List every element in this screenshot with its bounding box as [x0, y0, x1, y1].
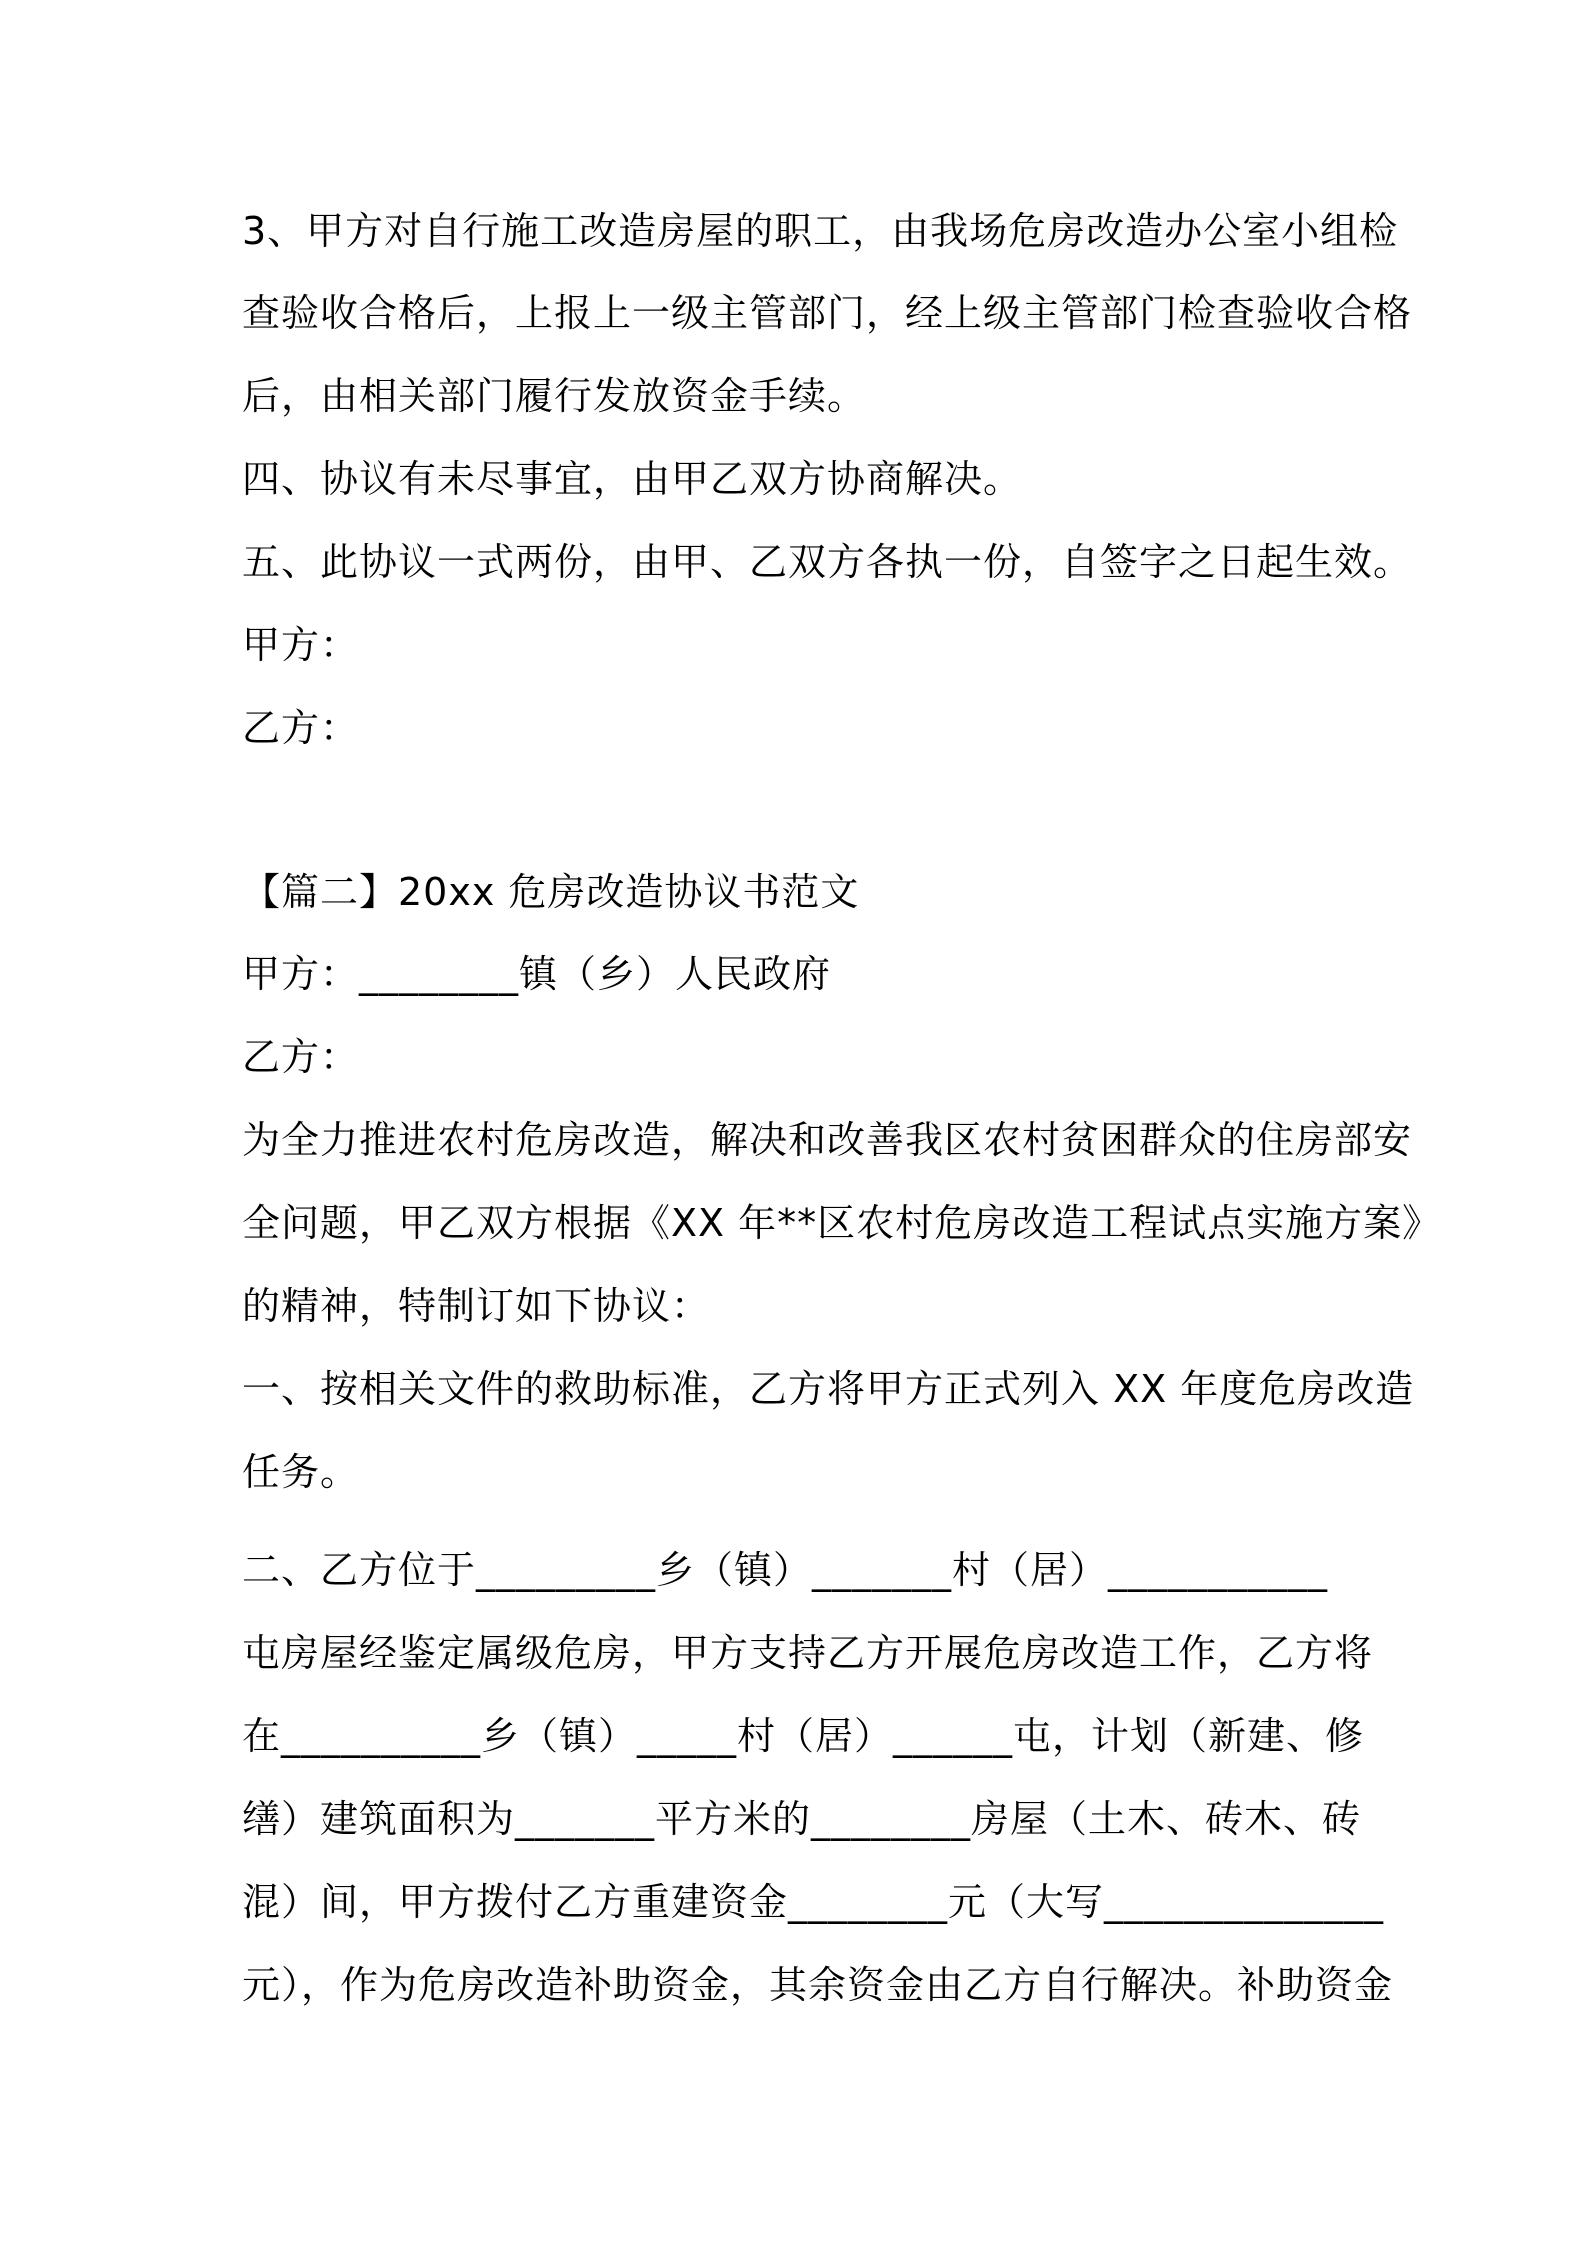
text-line: 的精神，特制订如下协议： — [242, 1284, 711, 1328]
text-line: 一、按相关文件的救助标准，乙方将甲方正式列入 XX 年度危房改造 — [242, 1367, 1415, 1411]
text-line: 3、甲方对自行施工改造房屋的职工，由我场危房改造办公室小组检 — [242, 209, 1399, 253]
text-line: 屯房屋经鉴定属级危房，甲方支持乙方开展危房改造工作，乙方将 — [242, 1631, 1374, 1675]
party-a-line: 甲方：________镇（乡）人民政府 — [242, 952, 832, 996]
text-line: 混）间，甲方拨付乙方重建资金________元（大写______________ — [242, 1880, 1385, 1924]
text-line: 查验收合格后，上报上一级主管部门，经上级主管部门检查验收合格 — [242, 291, 1413, 335]
text-line: 元），作为危房改造补助资金，其余资金由乙方自行解决。补助资金 — [242, 1963, 1394, 2007]
text-line: 五、此协议一式两份，由甲、乙双方各执一份，自签字之日起生效。 — [242, 540, 1413, 584]
text-line: 全问题，甲乙双方根据《XX 年**区农村危房改造工程试点实施方案》 — [242, 1201, 1442, 1245]
text-line: 后，由相关部门履行发放资金手续。 — [242, 374, 867, 418]
text-line: 二、乙方位于_________乡（镇）_______村（居）___________ — [242, 1548, 1329, 1592]
text-line: 四、协议有未尽事宜，由甲乙双方协商解决。 — [242, 457, 1023, 501]
section-heading: 【篇二】20xx 危房改造协议书范文 — [242, 870, 860, 914]
signature-label-party-a: 甲方： — [242, 623, 360, 667]
text-line: 任务。 — [242, 1450, 360, 1494]
party-b-line: 乙方： — [242, 1035, 360, 1079]
text-line: 在__________乡（镇）_____村（居）______屯，计划（新建、修 — [242, 1714, 1365, 1758]
signature-label-party-b: 乙方： — [242, 706, 360, 750]
text-line: 缮）建筑面积为_______平方米的________房屋（土木、砖木、砖 — [242, 1797, 1362, 1841]
text-line: 为全力推进农村危房改造，解决和改善我区农村贫困群众的住房部安 — [242, 1118, 1413, 1162]
